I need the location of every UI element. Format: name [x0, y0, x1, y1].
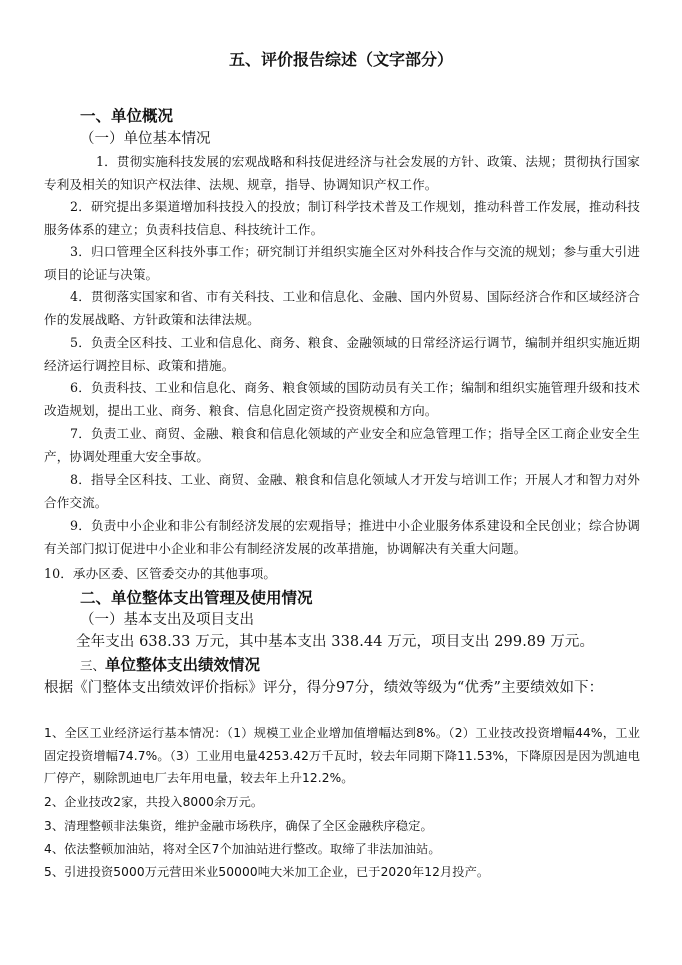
- duty-item-4: 4．贯彻落实国家和省、市有关科技、工业和信息化、金融、国内外贸易、国际经济合作和区域经济合作的发展战略、方针政策和法律法规。: [44, 289, 640, 327]
- section-3-number: 三、: [80, 658, 106, 673]
- duty-item-6: 6．负责科技、工业和信息化、商务、粮食领域的国防动员有关工作；编制和组织实施管理升级和技术改造规划，提出工业、商务、粮食、信息化固定资产投资规模和方向。: [44, 380, 640, 418]
- performance-item-3: 3、清理整顿非法集资，维护金融市场秩序，确保了全区金融秩序稳定。: [44, 819, 433, 833]
- section-2-heading: 二、单位整体支出管理及使用情况: [80, 589, 313, 607]
- performance-intro: 根据《门整体支出绩效评价指标》评分，得分97分，绩效等级为“优秀”主要绩效如下：: [44, 680, 604, 696]
- duty-item-3: 3．归口管理全区科技外事工作；研究制订并组织实施全区对外科技合作与交流的规划；参与重大引进项目的论证与决策。: [44, 244, 640, 282]
- duty-item-2: 2．研究提出多渠道增加科技投入的投放；制订科学技术普及工作规划，推动科普工作发展，推动科技服务体系的建立；负责科技信息、科技统计工作。: [44, 199, 640, 237]
- duty-item-5: 5．负责全区科技、工业和信息化、商务、粮食、金融领域的日常经济运行调节，编制并组织实施近期经济运行调控目标、政策和措施。: [44, 335, 640, 373]
- duty-item-8: 8．指导全区科技、工业、商贸、金融、粮食和信息化领域人才开发与培训工作；开展人才和智力对外合作交流。: [44, 472, 640, 510]
- section-1-heading: 一、单位概况: [80, 107, 174, 125]
- section-3-heading: [80, 654, 260, 677]
- page-title: 五、评价报告综述（文字部分）: [228, 50, 453, 69]
- section-3-title: 单位整体支出绩效情况: [105, 656, 261, 674]
- performance-item-5: 5、引进投资5000万元营田米业50000吨大米加工企业，已于2020年12月投产。: [44, 865, 490, 879]
- section-1-subheading: （一）单位基本情况: [80, 131, 211, 147]
- performance-item-4: 4、依法整顿加油站，将对全区7个加油站进行整改。取缔了非法加油站。: [44, 842, 441, 856]
- expenditure-summary: 全年支出 638.33 万元，其中基本支出 338.44 万元，项目支出 299.89 万元。: [76, 634, 595, 650]
- duty-item-1: 1．贯彻实施科技发展的宏观战略和科技促进经济与社会发展的方针、政策、法规；贯彻执行国家专利及相关的知识产权法律、法规、规章，指导、协调知识产权工作。: [44, 154, 640, 192]
- duty-item-9: 9．负责中小企业和非公有制经济发展的宏观指导；推进中小企业服务体系建设和全民创业；综合协调有关部门拟订促进中小企业和非公有制经济发展的改革措施，协调解决有关重大问题。: [44, 518, 640, 556]
- performance-item-1: 1、全区工业经济运行基本情况：（1）规模工业企业增加值增幅达到8%。（2）工业技改投资增幅44%，工业固定投资增幅74.7%。（3）工业用电量4253.42万千瓦时，较去年同期下降11.53%，下降原因是因为凯迪电厂停产，剔除凯迪电厂去年用电量，较去年上升12.2%。: [44, 726, 640, 785]
- duty-item-7: 7．负责工业、商贸、金融、粮食和信息化领域的产业安全和应急管理工作；指导全区工商企业安全生产，协调处理重大安全事故。: [44, 426, 640, 464]
- section-2-subheading: （一）基本支出及项目支出: [80, 612, 254, 628]
- duty-item-10: 10．承办区委、区管委交办的其他事项。: [44, 566, 277, 581]
- performance-item-2: 2、企业技改2家，共投入8000余万元。: [44, 795, 264, 809]
